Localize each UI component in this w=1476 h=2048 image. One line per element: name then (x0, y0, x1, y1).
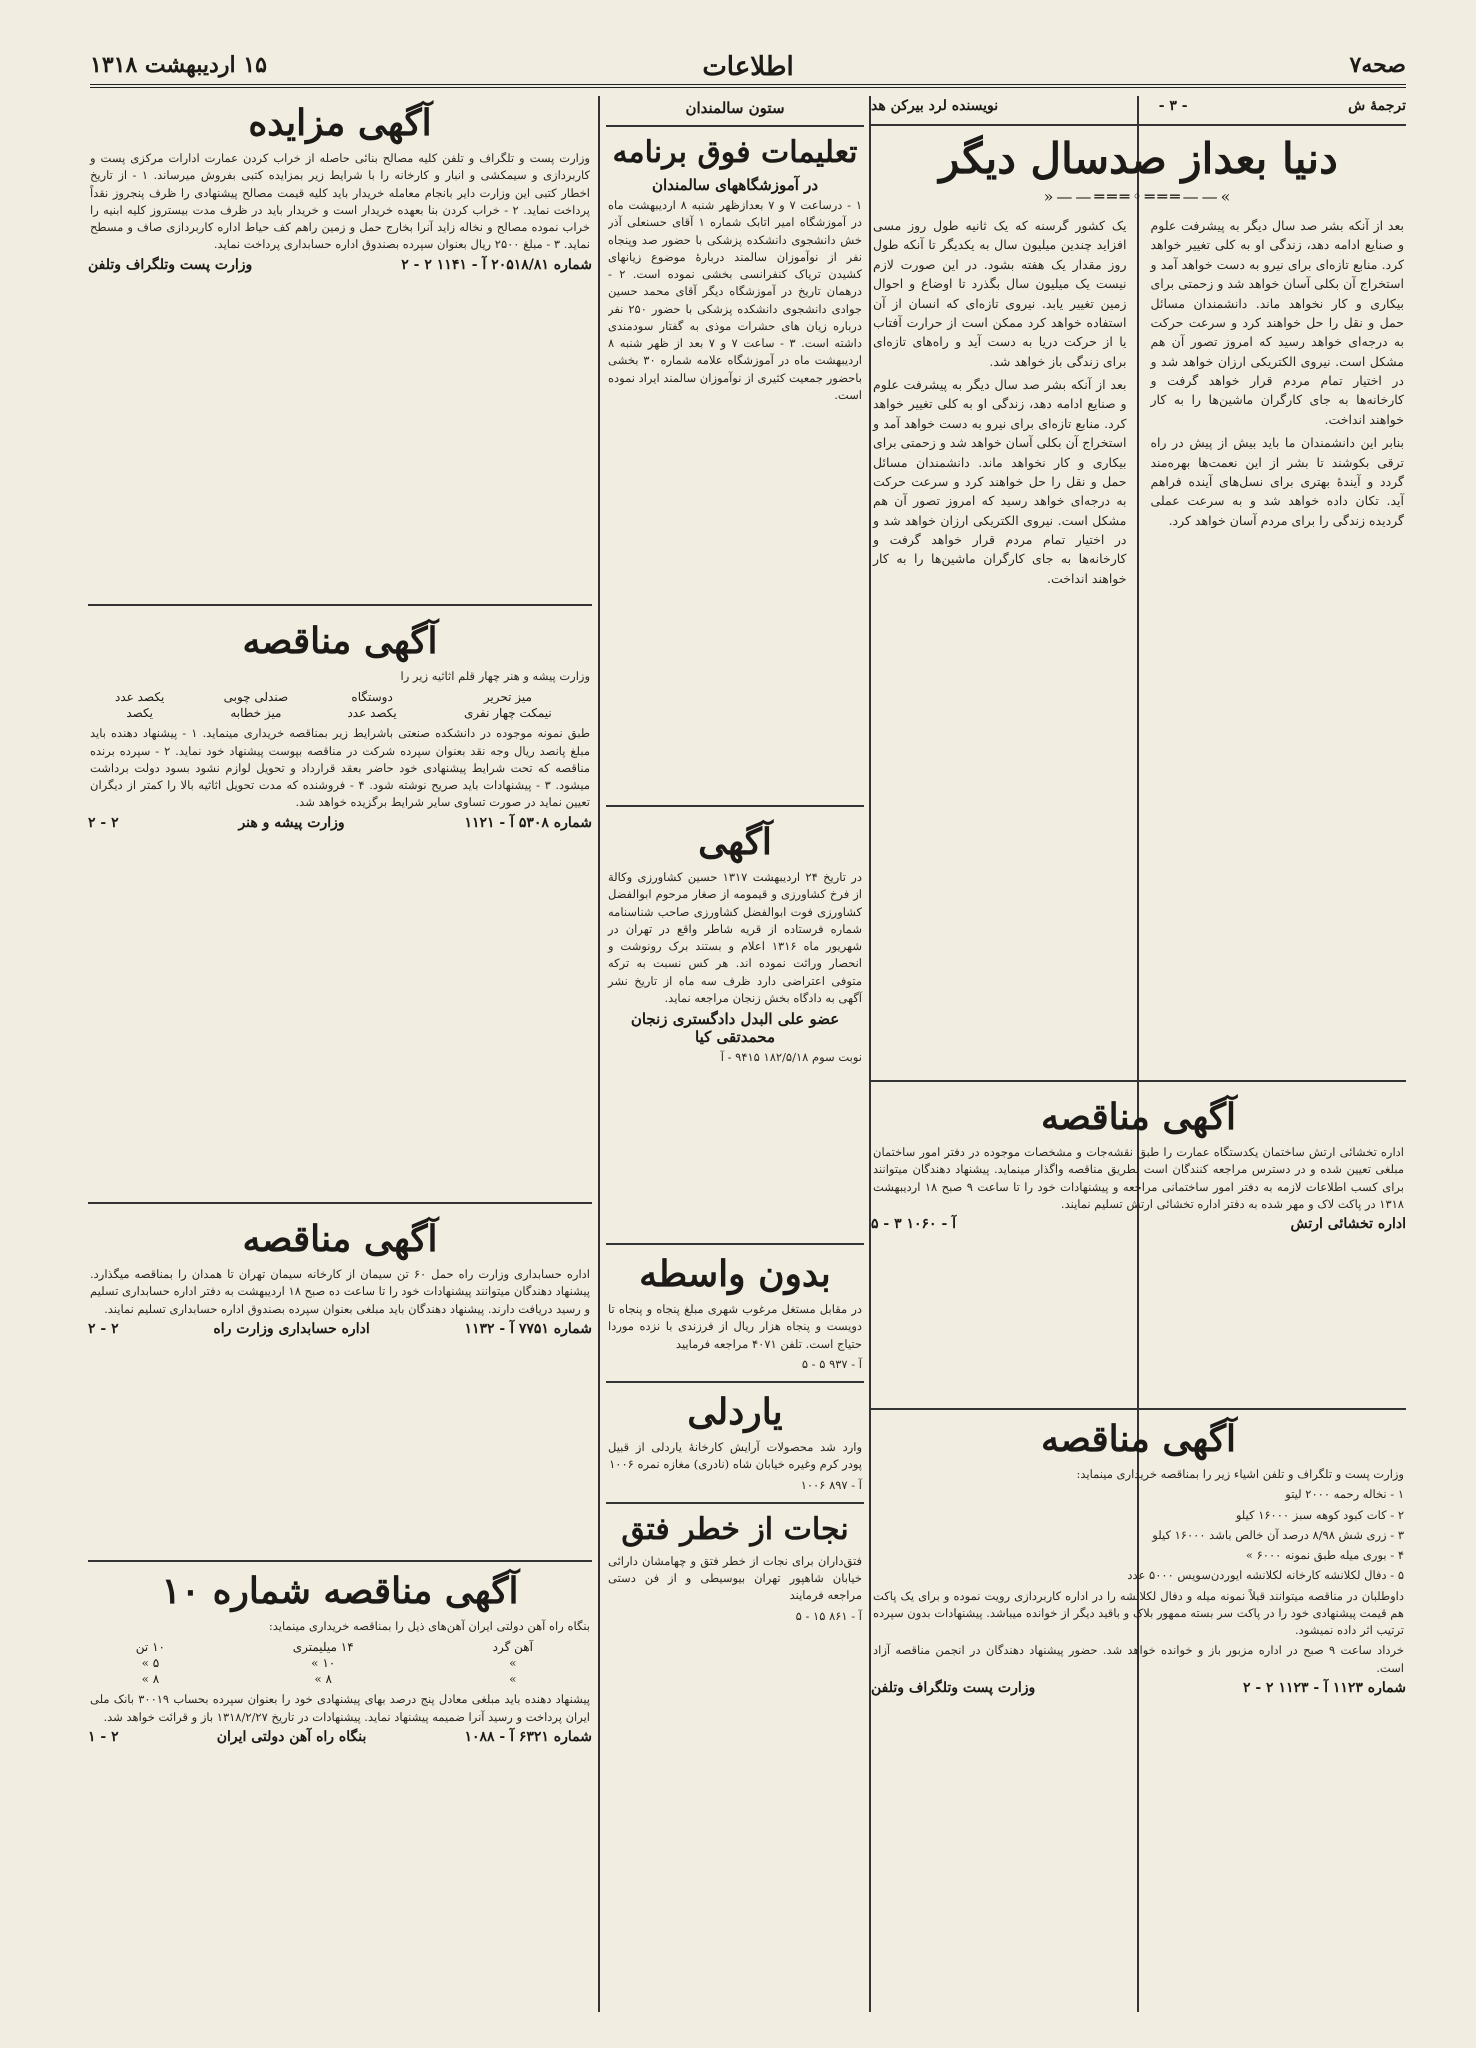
ad-ref: شماره ۲۰۵۱۸/۸۱ آ - ۱۱۴۱ ۲ - ۲ (401, 256, 592, 273)
ad-signature: وزارت پیشه و هنر (238, 814, 345, 831)
elderly-subtitle: در آموزشگاههای سالمندان (651, 176, 819, 194)
column-rule (598, 96, 600, 2012)
item-cell: صندلی چوبی (223, 690, 289, 705)
ad-title: آگهی مناقصه (1040, 1096, 1237, 1138)
article-text-bottom: بنابر این دانشمندان ما باید بیش از پیش در راه ترقی بکوشند تا بشر از این نعمت‌ها بهره‌مند گردد و آیندهٔ بهتری برای نسل‌های آینده فراهم آید. تکان داده خواهد شد و به سرعت عملی گردیده زندگی را برای مردم آسان خواهد کرد. (1150, 435, 1404, 528)
ad-footer: خرداد ساعت ۹ صبح در اداره مزبور باز و خوانده خواهد شد. حضور پیشنهاد دهندگان در انجمن مناقصه آزاد است. (873, 1643, 1405, 1675)
ad-text: وارد شد محصولات آرایش کارخانهٔ یاردلی از قبیل پودر کرم وغیره خیابان شاه (نادری) مغازه نمره ۱۰۰۶ (608, 1440, 862, 1472)
ad-text: داوطلبان در مناقصه میتوانند قبلاً نمونه میله و دفال لکلانشه را در اداره کاربردازی رویت نموده و برای یک پاکت هم قیمت پیشنهادی خود را در پاکت سر بسته ممهور بلاک و باقید دیگر از خوانده میباشد. پیشنهادات بدون سپرده ترتیب اثر داده نمیشود. (873, 1588, 1404, 1637)
page-number: صحه۷ (1349, 52, 1406, 78)
ad-ref: شماره ۶۳۲۱ آ - ۱۰۸۸ (464, 1728, 592, 1745)
ad-signature: اداره تخشائی ارتش (1290, 1216, 1406, 1232)
elderly-title: تعلیمات فوق برنامه (612, 135, 858, 170)
ad-title: آگهی مناقصه (242, 620, 438, 662)
ad-ref: آ - ۸۶۱ ۱۵ - ۵ (795, 1608, 862, 1623)
ad-ref: شماره ۱۱۲۳ آ - ۱۱۲۳ ۲ - ۲ (1242, 1679, 1406, 1696)
item-cell: میز تحریر (483, 690, 532, 705)
item-cell: میز خطابه (230, 706, 282, 721)
ad-signature: بنگاه راه آهن دولتی ایران (216, 1728, 367, 1745)
ad-text: اداره تخشائی ارتش ساختمان یکدستگاه عمارت را طبق نقشه‌جات و مشخصات موجوده در دفتر امور ساختمان مبلغی تعیین شده و در دسترس مراجعه کنندگان است بطریق مناقصه واگذار مینماید. پیشنهاد دهندگان میتوانند برای کسب اطلاعات لازمه به دفتر امور ساختمانی مراجعه و پیشنهادات خود را تا ساعت ۹ صبح ۱۸ اردیبهشت ۱۳۱۸ در پاکت لاک و مهر شده به دفتر اداره تخشائی ارتش تسلیم نمایند. (873, 1145, 1404, 1211)
ad-nejat (606, 1512, 864, 1625)
ad-title: نجات از خطر فتق (621, 1511, 849, 1547)
newspaper-name: اطلاعات (702, 52, 794, 82)
ad-post-tender (871, 1418, 1406, 1696)
ad-title: آگهی مزایده (248, 102, 432, 144)
item-cell: آهن گرد (492, 1640, 533, 1655)
item-cell: یکصد عدد (115, 690, 165, 705)
item-cell: ۱۰ » (311, 1656, 336, 1671)
ad-item: ۵ - دفال لکلانشه کارخانه لکلانشه ایوردن‌سویس ۵۰۰۰ عدد (1127, 1568, 1404, 1583)
article-body (871, 212, 1406, 1072)
ad-item: ۳ - زری شش ۸/۹۸ درصد آن خالص باشد ۱۶۰۰۰ کیلو (1152, 1527, 1404, 1542)
ad-item: ۲ - کات کبود کوهه سبز ۱۶۰۰۰ کیلو (1235, 1507, 1404, 1522)
ad-monagheseh-1 (88, 614, 592, 1194)
ad-item: ۴ - بوری میله طبق نمونه ۶۰۰۰ » (1245, 1548, 1404, 1562)
items-table (88, 689, 592, 721)
item-cell: » (509, 1656, 517, 1671)
middle-column (606, 96, 864, 2012)
item-cell: دوستگاه (351, 690, 393, 705)
article-text-left: یک کشور گرسنه که یک ثانیه طول روز مسی افزاید چندین میلیون سال به یکدیگر تا آنکه طول روز مقدار یک هفته بشود. در این صورت لازم نیست یک میلیون سال بگذرد تا اوضاع و احوال زمین تغییر یابد. نیروی تازه‌ای که انسان از آن استفاده خواهد کرد ممکن است از حرارت آفتاب یا از حرکت دریا به دست آید و راه‌های تازه‌ای برای زندگی باز خواهد شد. (873, 218, 1127, 369)
ad-title: آگهی (698, 821, 772, 863)
ad-item: ۱ - نخاله رحمه ۲۰۰۰ لیتو (1285, 1487, 1404, 1502)
ad-title: آگهی مناقصه شماره ۱۰ (161, 1570, 519, 1612)
ad-mozayedeh (88, 96, 592, 596)
ad-title: آگهی مناقصه (1040, 1418, 1237, 1460)
section-label: ستون سالمندان (685, 99, 785, 117)
item-cell: ۵ » (141, 1656, 160, 1671)
ad-ref: آ - ۱۰۶۰ ۳ - ۵ (871, 1216, 957, 1232)
ad-signature: وزارت پست وتلگراف وتلفن (871, 1679, 1036, 1696)
ad-ref: شماره ۵۳۰۸ آ - ۱۱۲۱ (464, 814, 592, 831)
issue-date: ۱۵ اردیبهشت ۱۳۱۸ (90, 52, 267, 78)
ad-text: پیشنهاد دهنده باید مبلغی معادل پنج درصد بهای پیشنهادی خود را بعنوان سپرده بحساب ۳۰۰۱۹ بانک ملی ایران پرداخت و رسید آنرا ضمیمه پیشنهاد نماید. پیشنهادات در تاریخ ۱۳۱۸/۲/۲۷ باز و قرائت خواهد شد. (90, 1692, 591, 1724)
translator: ترجمهٔ ش (1348, 98, 1406, 114)
ad-signature: وزارت پست وتلگراف وتلفن (88, 256, 253, 273)
ad-text: در مقابل مستغل مرغوب شهری مبلغ پنجاه و پنجاه تا دویست و پنجاه هزار ریال از فرزندی با نزده موردا حتیاج است. تلفن ۴۰۷۱ مراجعه فرمایید (608, 1302, 862, 1351)
ad-sig-ref: ۲ - ۱ (88, 1728, 119, 1745)
ad-bedoon-vaseteh (606, 1253, 864, 1373)
item-cell: یکصد عدد (347, 706, 397, 721)
ad-ref: آ - ۹۳۷ ۵ - ۵ (801, 1356, 862, 1371)
article-title: دنیا بعداز صدسال دیگر (939, 134, 1338, 183)
ad-signature: اداره حسابداری وزارت راه (213, 1320, 370, 1337)
ad-intro: وزارت پیشه و هنر چهار قلم اثاثیه زیر را (400, 669, 590, 683)
left-column (88, 96, 592, 2012)
ad-artesh-tender (871, 1090, 1406, 1400)
ad-text: فتق‌داران برای نجات از خطر فتق و چهامشان دارائی خیابان شاهپور تهران بیوسیطی و از فن دستی مراجعه فرمایند (608, 1553, 862, 1603)
item-cell: ۸ » (141, 1672, 160, 1687)
ad-ref: نوبت سوم ۱۸۲/۵/۱۸ ۹۴۱۵ - آ (720, 1050, 862, 1064)
article-text-right: بعد از آنکه بشر صد سال دیگر به پیشرفت علوم و صنایع ادامه دهد، زندگی او به کلی تغییر خواهد کرد. منابع تازه‌ای برای نیرو به دست خواهد آمد و استخراج آن بکلی آسان خواهد شد و زحمتی برای بیکاری و کار نخواهد ماند. دانشمندان مسائل حمل و نقل را حل خواهند کرد و سرعت حرکت به درجه‌ای خواهد رسید که امروز تصور آن هم مشکل است. نیروی الکتریکی ارزان خواهد شد و در اختیار تمام مردم قرار خواهد گرفت و کارخانه‌ها به جای کارگران ماشین‌ها را به کار خواهند انداخت. (1150, 218, 1404, 427)
ad-title: بدون واسطه (639, 1253, 831, 1295)
ad-text: طبق نمونه موجوده در دانشکده صنعتی باشرایط زیر بمناقصه خریداری مینماید. ۱ - پیشنهاد دهنده باید مبلغ پانصد ریال وجه نقد بعنوان سپرده شرکت در مناقصه بپوست پیشنهاد خود نماید. ۲ - سپرده برنده مناقصه که تحت شرایط پیشنهادی خود حاضر بعقد قرارداد و تحویل لوازم نشود بسود دولت برداشت میشود. ۳ - پیشنهادات باید صریح نوشته شود. ۴ - فروشنده که مدت تحویل اثاثیه بالا را کمتر از دیگران تعیین نماید در صورت تساوی سایر شرایط برگزیده خواهد شد. (90, 726, 590, 810)
item-cell: نیمکت چهار نفری (464, 706, 552, 721)
item-cell: ۱۰ تن (135, 1640, 165, 1655)
article-section (871, 96, 1406, 2012)
author: نویسنده لرد بیرکن هد (871, 98, 999, 114)
ad-intro: بنگاه راه آهن دولتی ایران آهن‌های ذیل را بمناقصه خریداری مینماید: (268, 1619, 590, 1633)
item-cell: ۸ » (314, 1672, 332, 1687)
ad-monagheseh-2 (88, 1212, 592, 1552)
elderly-text: ۱ - درساعت ۷ و ۷ بعدازظهر شنبه ۸ اردیبهشت ماه در آموزشگاه امیر اتابک شماره ۱ آقای حسنعلی آذر خش دانشجوی دانشکده پزشکی با حضور صد وپنجاه نفر از نوآموزان سالمند دربارهٔ موضوع زیانهای کشیدن تریاک کنفرانسی بخشی نموده است. ۲ - درهمان تاریخ در آموزشگاه دیگر آقای محمد حسین جوادی دانشجوی دانشکده پزشکی با حضور ۲۵۰ نفر درباره زیان های حشرات موذی به گفتار سودمندی داشته است. ۳ - ساعت ۷ و ۷ بعد از ظهر شنبه ۸ اردیبهشت ماه در آموزشگاه علامه شماره ۳۰ بخشی باحضور جمعیت کثیری از نوآموزان سالمند ایراد نموده است. (608, 198, 862, 402)
item-cell: » (509, 1672, 517, 1687)
ad-yardli (606, 1391, 864, 1494)
article-text-left-cont: بعد از آنکه بشر صد سال دیگر به پیشرفت علوم و صنایع ادامه دهد، زندگی او به کلی تغییر خواهد کرد. منابع تازه‌ای برای نیرو به دست خواهد آمد و استخراج آن بکلی آسان خواهد شد و زحمتی برای بیکاری و کار نخواهد ماند. دانشمندان مسائل حمل و نقل را حل خواهند کرد و سرعت حرکت به درجه‌ای خواهد رسید که امروز تصور آن هم مشکل است. نیروی الکتریکی ارزان خواهد شد و در اختیار تمام مردم قرار خواهد گرفت و کارخانه‌ها به جای کارگران ماشین‌ها را به کار خواهند انداخت. (873, 377, 1127, 586)
article-byline (871, 96, 1406, 116)
ad-sig-ref: ۲ - ۲ (88, 1320, 119, 1337)
ad-agahi (606, 815, 864, 1235)
ad-intro: وزارت پست و تلگراف و تلفن اشیاء زیر را بمناقصه خریداری مینماید: (1076, 1467, 1404, 1481)
ad-sig-ref: ۲ - ۲ (88, 814, 119, 831)
ad-text: وزارت پست و تلگراف و تلفن کلیه مصالح بنائی حاصله از خراب کردن عمارت ادارات مرکزی پست و کاربردازی و سیمکشی و انبار و کارخانه را با شرایط زیر بمزایده کتبی بفروش میرساند. ۱ - از تاریخ اخطار کتبی این وزارت دایر بانجام معامله خریدار باید کلیه قیمت مصالح پیشنهادی را ظرف پنجروز نقداً پرداخت نماید. ۲ - خراب کردن بنا بعهده خریدار است و خریدار باید در ظرف مدت بیستروز کلیه ابنیه را خراب نموده مصالح و نخاله زاید آنرا بخارج حمل و زمین راهم کف حیاط اداره کاربردازی صاف و مسطح نماید. ۳ - مبلغ ۲۵۰۰ ریال بعنوان سپرده بصندوق اداره حسابداری پرداخت نماید. (90, 151, 590, 252)
ad-text: در تاریخ ۲۴ اردیبهشت ۱۳۱۷ حسین کشاورزی وکالة از فرخ کشاورزی و قیمومه از صغار مرحوم ابوالفضل کشاورزی فوت ابوالفضل کشاورزی صاحب شناسنامه شماره فرستاده از قریه شاطر واقع در تهران در شهریور ماه ۱۳۱۶ اعلام و بستند برک رونوشت و انحصار وراثت نموده اند. هر کس نسبت به ترکه متوفی اعتراضی دارد ظرف سه ماه از تاریخ نشر آگهی به دادگاه بخش زنجان مراجعه نماید. (608, 870, 862, 1005)
ad-ref: شماره ۷۷۵۱ آ - ۱۱۳۲ (464, 1320, 592, 1337)
item-cell: ۱۴ میلیمتری (292, 1640, 354, 1655)
ad-footer: عضو علی البدل دادگستری زنجان محمدتقی کیا (630, 1010, 840, 1046)
page-header (90, 44, 1406, 88)
ad-monagheseh-10 (88, 1570, 592, 1745)
ornament: »——═══◦═══——« (1043, 187, 1234, 206)
ad-text: اداره حسابداری وزارت راه حمل ۶۰ تن سیمان از کارخانه سیمان تهران تا همدان را بمناقصه میگذارد. پیشنهاد دهندگان میتوانند پیشنهادات خود را تا ساعت ده صبح ۱۸ اردیبهشت به دفتر اداره حسابداری تسلیم و رسید دریافت دارند. پیشنهاد دهندگان باید مبلغی بعنوان سپرده بصندوق اداره حسابداری تسلیم نمایند. (90, 1267, 590, 1316)
ad-ref: آ - ۸۹۷ ۱۰۰۶ (800, 1477, 862, 1492)
item-cell: یکصد (126, 706, 154, 721)
ad-title: آگهی مناقصه (242, 1218, 438, 1260)
items-table (88, 1639, 592, 1687)
ad-title: یاردلی (687, 1391, 783, 1433)
article-part: - ۳ - (1158, 98, 1188, 114)
